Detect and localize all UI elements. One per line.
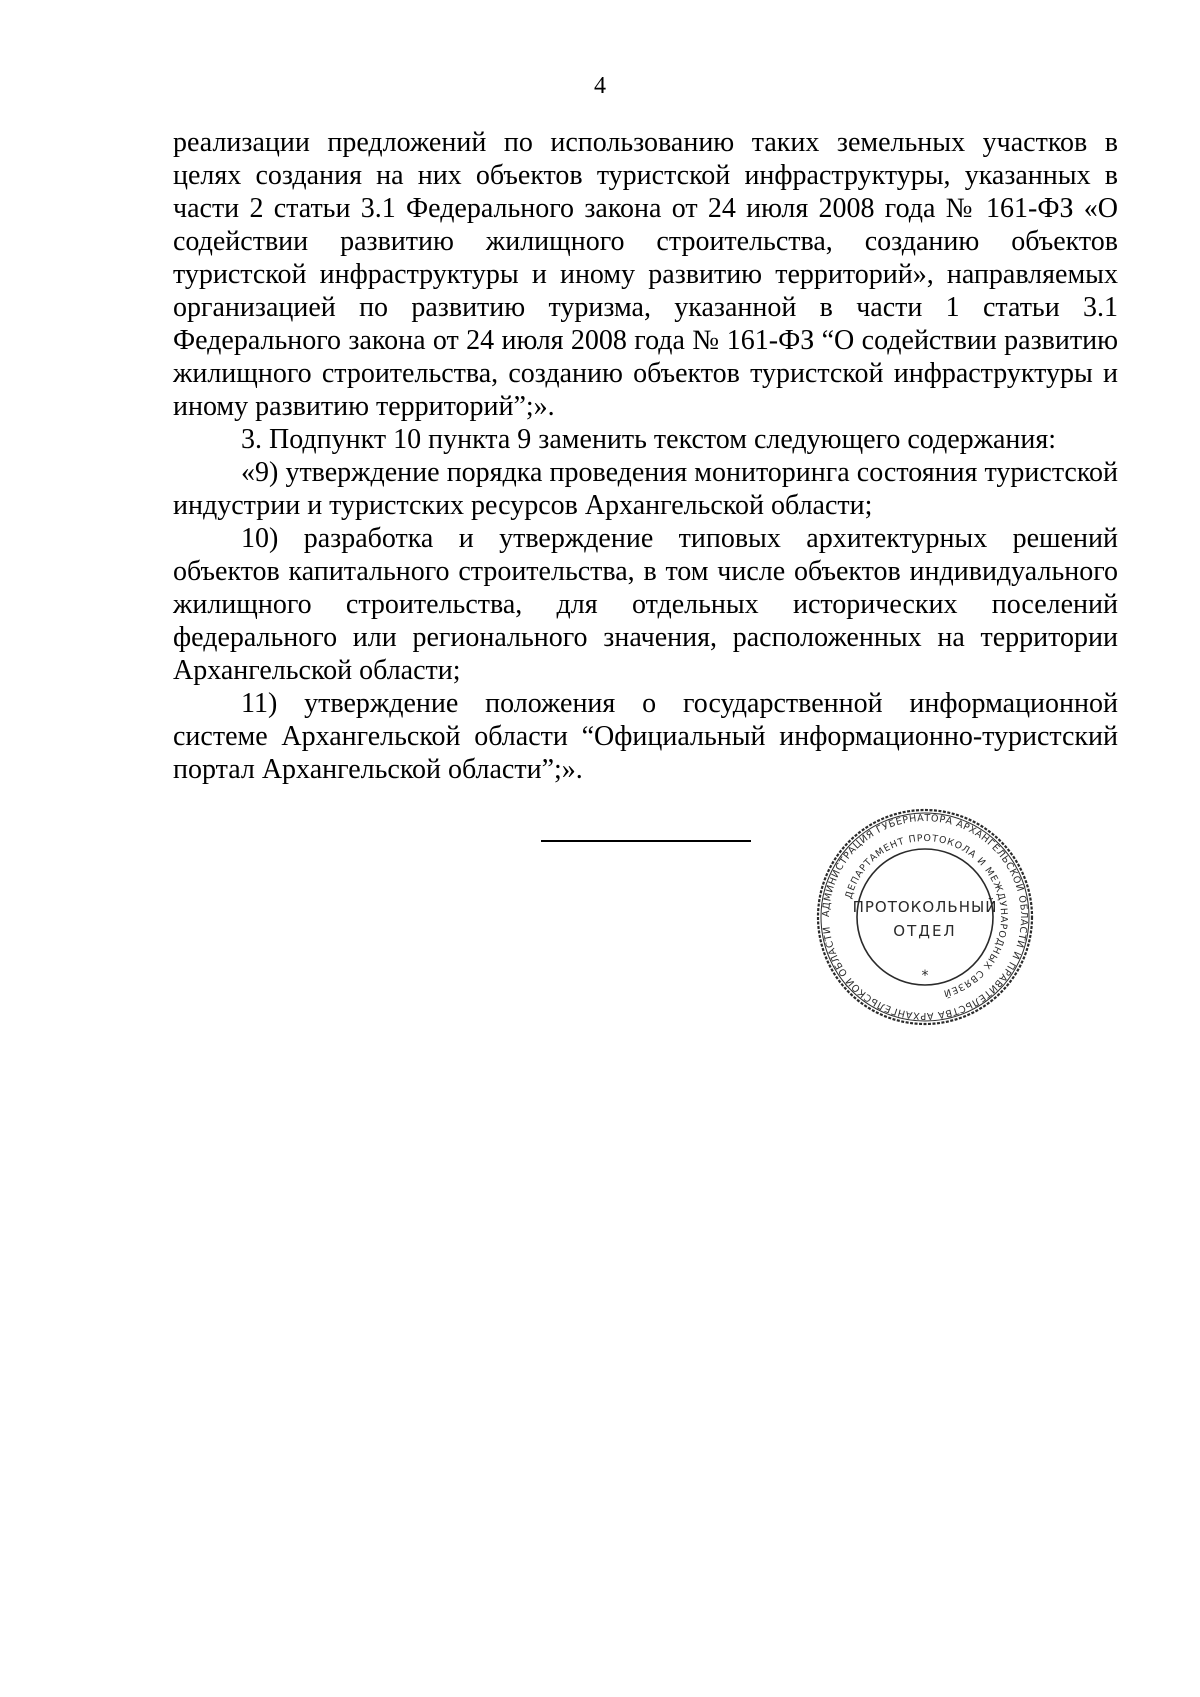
stamp-center-line-2: ОТДЕЛ [893,922,957,940]
page-number: 4 [594,73,606,99]
paragraph-continuation: реализации предложений по использованию таких земельных участков в целях создания на них объектов туристской инфраструктуры, указанных в части 2 статьи 3.1 Федерального закона от 24 июля 2008 года № 161-ФЗ «О содействии развитию жилищного строительства, созданию объектов туристской инфраструктуры и иному развитию территорий», направляемых организацией по развитию туризма, указанной в части 1 статьи 3.1 Федерального закона от 24 июля 2008 года № 161-ФЗ “О содействии развитию жилищного строительства, созданию объектов туристской инфраструктуры и иному развитию территорий”;». [173,127,1118,422]
stamp-outer-text: АДМИНИСТРАЦИЯ ГУБЕРНАТОРА АРХАНГЕЛЬСКОЙ ОБЛАСТИ И ПРАВИТЕЛЬСТВА АРХАНГЕЛЬСКОЙ ОБЛАСТИ [820,812,1030,1022]
paragraph-subitem-11: 11) утверждение положения о государственной информационной системе Архангельской области “Официальный информационно-туристский портал Архангельской области”;». [173,688,1118,785]
svg-text:АДМИНИСТРАЦИЯ ГУБЕРНАТОРА АРХА [821,813,1029,1021]
end-of-text-rule [541,840,751,842]
official-stamp [814,806,1036,1028]
stamp-seal-icon [814,806,1036,1028]
paragraph-item-3: 3. Подпункт 10 пункта 9 заменить текстом следующего содержания: [241,424,1057,455]
paragraph-subitem-10: 10) разработка и утверждение типовых архитектурных решений объектов капитального строительства, в том числе объектов индивидуального жилищного строительства, для отдельных исторических поселений федерального или регионального значения, расположенных на территории Архангельской области; [173,523,1118,686]
stamp-inner-text: ДЕПАРТАМЕНТ ПРОТОКОЛА И МЕЖДУНАРОДНЫХ СВЯЗЕЙ [843,832,1010,999]
stamp-center-line-1: ПРОТОКОЛЬНЫЙ [852,898,998,916]
paragraph-subitem-9: «9) утверждение порядка проведения мониторинга состояния туристской индустрии и туристских ресурсов Архангельской области; [173,457,1118,521]
stamp-star: * [921,968,929,984]
document-body [173,126,1118,786]
